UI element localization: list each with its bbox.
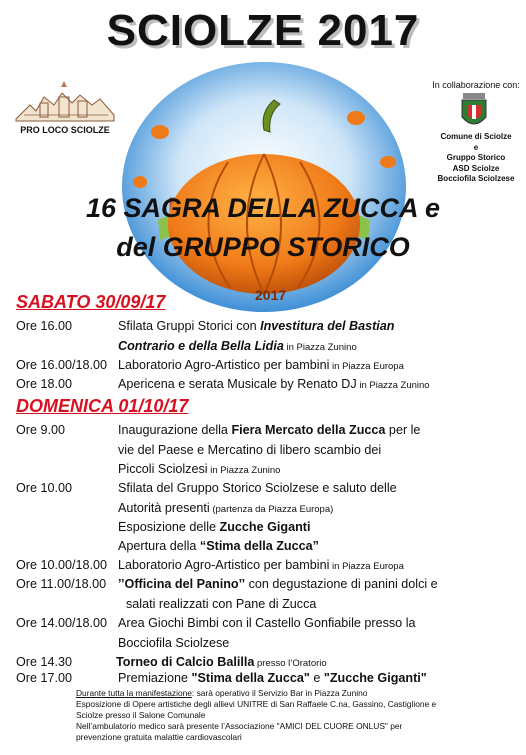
event-time: Ore 18.00 xyxy=(16,377,73,391)
event-place: in Piazza Europa xyxy=(329,361,404,372)
event-text: Laboratorio Agro-Artistico per bambini xyxy=(118,558,330,572)
event-highlight: ’’Officina del Panino’’ xyxy=(118,577,246,591)
event-time: Ore 17.00 xyxy=(16,671,73,685)
event-text: Piccoli Sciolzesi xyxy=(118,462,208,476)
schedule-item xyxy=(16,577,521,593)
event-text: Esposizione delle xyxy=(118,520,220,534)
event-text: Sfilata Gruppi Storici con xyxy=(118,319,261,333)
event-time: Ore 11.00/18.00 xyxy=(16,577,107,591)
event-continuation xyxy=(118,539,319,553)
event-text: Area Giochi Bimbi con il Castello Gonfiabile presso la xyxy=(118,616,416,630)
event-text: Premiazione xyxy=(118,671,192,685)
event-time: Ore 14.00/18.00 xyxy=(16,616,108,630)
event-continuation xyxy=(118,462,280,476)
event-time: Ore 14.30 xyxy=(16,655,73,669)
event-continuation: vie del Paese e Mercatino di libero scambio dei xyxy=(118,443,382,457)
comune-coat-of-arms-icon xyxy=(459,93,489,131)
schedule-item xyxy=(16,319,516,335)
event-highlight: “Stima della Zucca” xyxy=(199,539,319,553)
notes-line: Nell’ambulatorio medico sarà presente l’Associazione "AMICI DEL CUORE ONLUS" per xyxy=(76,721,403,731)
partner-name: Gruppo Storico xyxy=(446,153,506,162)
notes-underlined: Durante tutta la manifestazione xyxy=(76,688,192,698)
village-sketch-logo xyxy=(14,75,118,123)
schedule-item xyxy=(16,558,516,574)
schedule-item xyxy=(16,358,516,374)
event-continuation xyxy=(118,339,357,353)
notes-line: Sciolze presso il Salone Comunale xyxy=(76,710,206,720)
partner-name: Comune di Sciolze xyxy=(440,132,512,141)
event-time: Ore 10.00/18.00 xyxy=(16,558,108,572)
event-continuation: Bocciofila Sciolzese xyxy=(118,636,230,650)
notes-text: : sarà operativo il Servizio Bar in Piazza Zunino xyxy=(191,688,368,698)
event-highlight: "Zucche Giganti" xyxy=(323,671,427,685)
event-text: e xyxy=(309,671,324,685)
event-place: in Piazza Zunino xyxy=(207,465,281,476)
poster-title: SCIOLZE 2017 xyxy=(106,6,420,55)
notes-line: prevenzione gratuita malattie cardiovascolari xyxy=(76,732,242,742)
pro-loco-label: PRO LOCO SCIOLZE xyxy=(20,125,110,135)
event-highlight: Contrario e della Bella Lidia xyxy=(118,339,284,353)
event-time: Ore 16.00/18.00 xyxy=(16,358,108,372)
footer-notes xyxy=(76,688,516,743)
notes-line xyxy=(76,688,516,699)
event-place: presso l’Oratorio xyxy=(254,658,327,669)
schedule-item xyxy=(16,616,521,632)
collaboration-label: In collaborazione con: xyxy=(432,80,520,90)
event-time: Ore 16.00 xyxy=(16,319,73,333)
schedule-item xyxy=(16,481,516,497)
event-continuation xyxy=(118,520,310,534)
event-highlight: "Stima della Zucca" xyxy=(191,671,310,685)
event-place: in Piazza Zunino xyxy=(283,342,357,353)
partner-name: ASD Sciolze xyxy=(452,163,500,173)
partner-name: Bocciofila Sciolzese xyxy=(437,174,515,183)
event-place: in Piazza Europa xyxy=(329,561,404,572)
schedule-item xyxy=(16,671,516,687)
event-continuation xyxy=(118,501,333,515)
partner-name: e xyxy=(473,142,479,152)
event-text: con degustazione di panini dolci e xyxy=(245,577,438,591)
event-highlight: Investitura del Bastian xyxy=(260,319,395,333)
event-text: Laboratorio Agro-Artistico per bambini xyxy=(118,358,330,372)
event-highlight: Zucche Giganti xyxy=(219,520,311,534)
event-text: Inaugurazione della xyxy=(118,423,232,437)
saturday-heading: SABATO 30/09/17 xyxy=(16,292,166,312)
year-badge: 2017 xyxy=(255,287,287,303)
schedule-item xyxy=(16,655,516,671)
event-highlight: Torneo di Calcio Balilla xyxy=(116,655,255,669)
event-time: Ore 9.00 xyxy=(16,423,66,437)
sunday-heading: DOMENICA 01/10/17 xyxy=(16,396,189,416)
event-text: Apericena e serata Musicale by Renato DJ xyxy=(118,377,357,391)
schedule-item xyxy=(16,377,516,393)
event-place: (partenza da Piazza Europa) xyxy=(209,504,334,515)
event-headline-line2: del GRUPPO STORICO xyxy=(116,232,410,262)
event-text: Sfilata del Gruppo Storico Sciolzese e saluto delle xyxy=(118,481,397,495)
collaboration-partners xyxy=(428,132,524,185)
event-headline-line1: 16 SAGRA DELLA ZUCCA e xyxy=(85,193,441,223)
event-place: in Piazza Zunino xyxy=(356,380,430,391)
event-time: Ore 10.00 xyxy=(16,481,73,495)
event-highlight: Fiera Mercato della Zucca xyxy=(231,423,386,437)
event-text: per le xyxy=(385,423,421,437)
event-text: Apertura della xyxy=(118,539,200,553)
pumpkin-globe-illustration xyxy=(118,52,410,314)
notes-line: Esposizione di Opere artistiche degli allievi UNITRE di San Raffaele C.na, Gassino, Castiglione e xyxy=(76,699,437,709)
event-text: Autorità presenti xyxy=(118,501,210,515)
schedule-item xyxy=(16,423,516,439)
event-continuation: salati realizzati con Pane di Zucca xyxy=(126,597,317,611)
